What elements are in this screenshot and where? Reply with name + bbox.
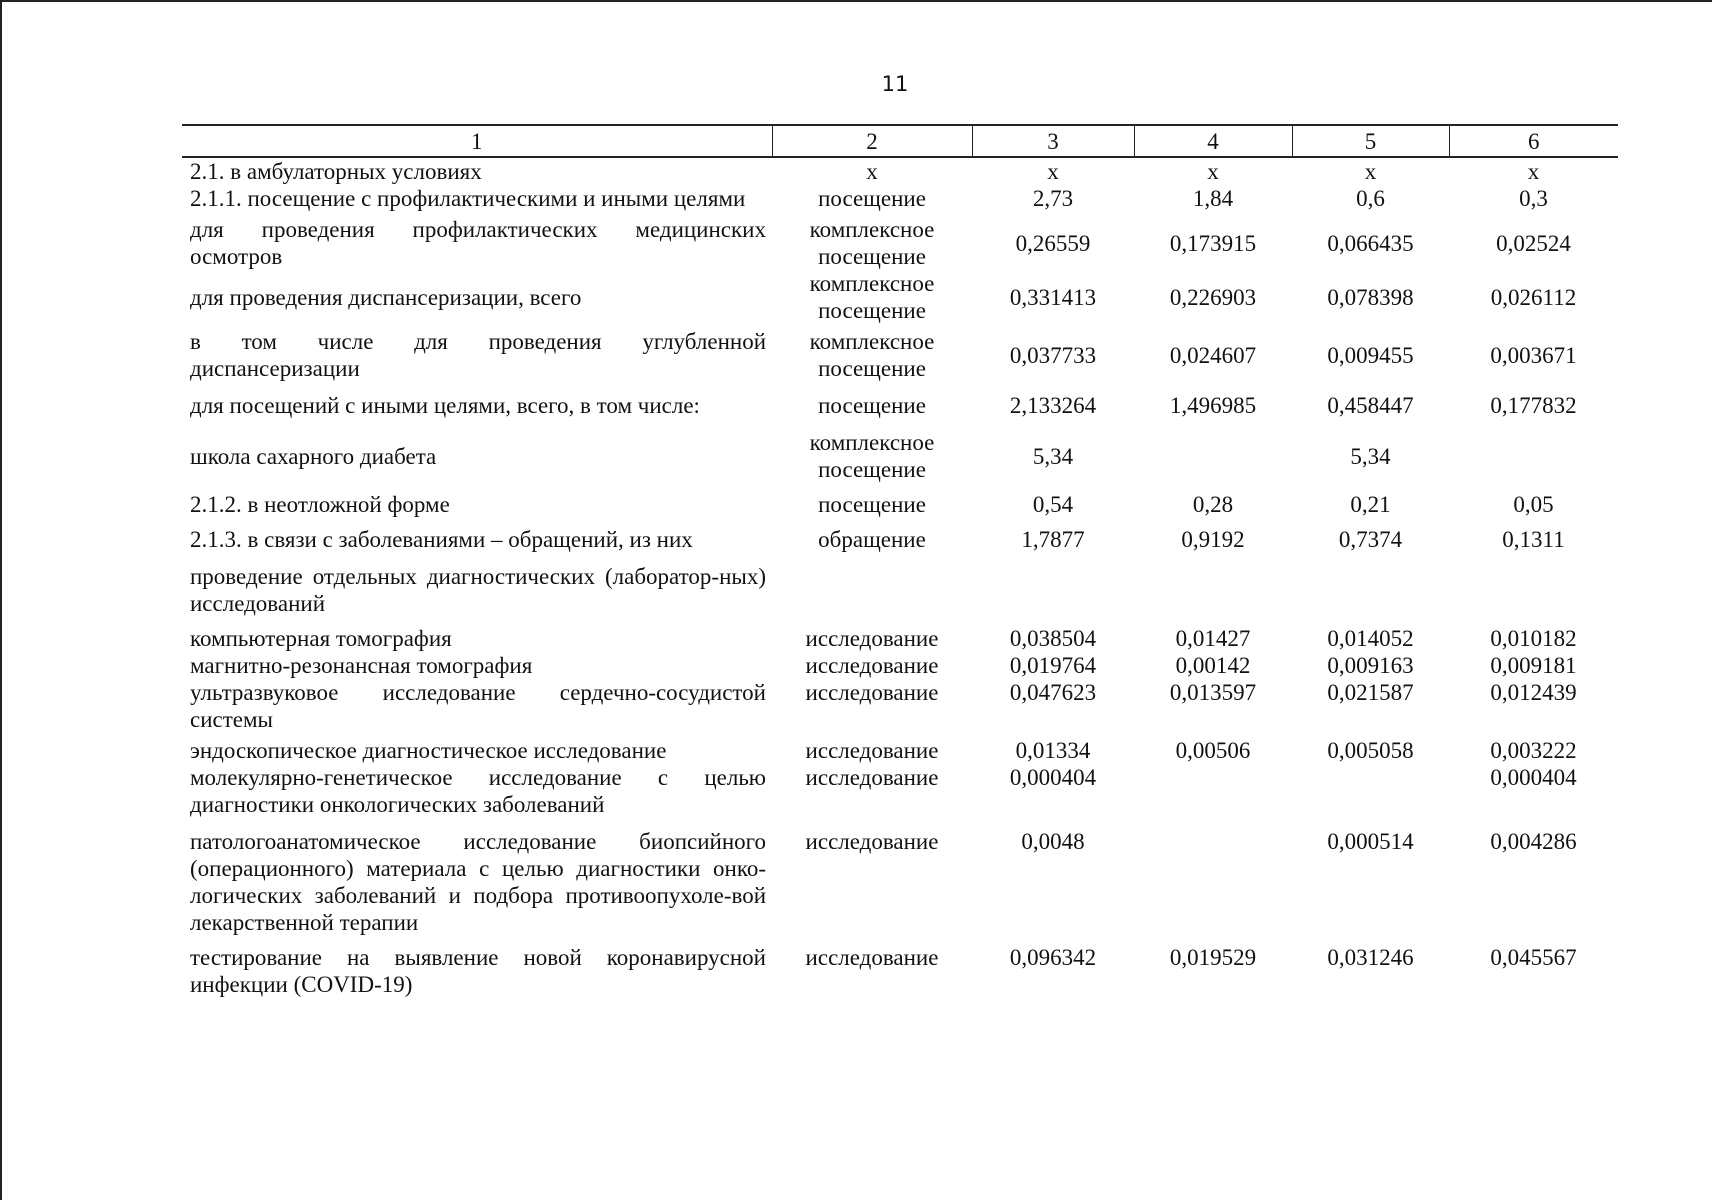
row-value-col6: 0,177832: [1490, 393, 1577, 418]
row-value-col4: 0,01427: [1175, 626, 1251, 651]
row-value-col6: х: [1527, 159, 1540, 184]
table-row: [182, 617, 1618, 652]
table-row: [182, 185, 1618, 212]
row-value-col5: [1292, 764, 1449, 818]
row-value-col4: [1134, 553, 1292, 617]
row-value-col6: 0,1311: [1502, 527, 1565, 552]
row-label: тестирование на выявление новой коронавирусной инфекции (COVID-19): [190, 945, 766, 997]
row-value-col6: [1449, 553, 1618, 617]
row-value-col4: х: [1207, 159, 1219, 184]
row-label: 2.1.1. посещение с профилактическими и иными целями: [190, 186, 746, 211]
row-value-col4: 0,00142: [1175, 653, 1251, 678]
row-value-col6: [1449, 419, 1618, 483]
row-value-col3: 5,34: [1032, 443, 1074, 469]
row-value-col6: 0,3: [1519, 186, 1548, 211]
row-value-col6: 0,010182: [1490, 626, 1577, 651]
row-value-col3: 0,047623: [1009, 680, 1097, 705]
row-value-col5: 0,066435: [1327, 230, 1414, 256]
row-label: школа сахарного диабета: [190, 443, 437, 469]
table-row: [182, 212, 1618, 270]
row-value-col6: 0,026112: [1490, 284, 1577, 310]
column-header-3: 3: [972, 125, 1134, 157]
row-value-col6: 0,05: [1513, 492, 1554, 517]
row-value-col3: 0,019764: [1009, 653, 1097, 678]
row-label: проведение отдельных диагностических (лаборатор-ных) исследований: [190, 564, 766, 616]
row-unit: х: [866, 159, 878, 184]
row-label: в том числе для проведения углубленной диспансеризации: [190, 329, 766, 381]
table-row: [182, 270, 1618, 324]
table-row: [182, 936, 1618, 998]
table-row: [182, 764, 1618, 818]
row-value-col4: 0,019529: [1169, 945, 1257, 970]
row-label: эндоскопическое диагностическое исследование: [190, 738, 667, 763]
row-label: молекулярно-генетическое исследование с целью диагностики онкологических заболеваний: [190, 765, 766, 817]
data-table: [182, 124, 1618, 998]
row-value-col5: 0,6: [1356, 186, 1385, 211]
row-value-col4: 0,013597: [1169, 680, 1257, 705]
row-value-col3: х: [1047, 159, 1059, 184]
row-label: компьютерная томография: [190, 626, 452, 651]
column-header-6: 6: [1449, 125, 1618, 157]
row-value-col4: 0,00506: [1175, 738, 1251, 763]
row-unit: посещение: [818, 492, 926, 517]
table-row: [182, 733, 1618, 764]
row-value-col3: 0,096342: [1009, 945, 1097, 970]
row-label: 2.1.2. в неотложной форме: [190, 492, 450, 517]
row-value-col5: 0,009163: [1327, 653, 1414, 678]
row-value-col4: 0,28: [1192, 492, 1234, 517]
row-unit: комплексное посещение: [809, 430, 935, 482]
row-value-col3: 0,000404: [1009, 765, 1097, 790]
row-value-col4: 0,226903: [1169, 284, 1257, 310]
row-value-col4: 0,9192: [1181, 527, 1245, 552]
row-label: для посещений с иными целями, всего, в том числе:: [190, 393, 700, 418]
row-value-col6: 0,003222: [1490, 738, 1577, 763]
row-value-col4: 1,496985: [1169, 393, 1257, 418]
row-value-col6: 0,012439: [1490, 680, 1577, 705]
column-header-4: 4: [1134, 125, 1292, 157]
row-value-col3: 0,54: [1032, 492, 1074, 517]
row-value-col3: 2,73: [1032, 186, 1074, 211]
row-value-col3: 0,037733: [1009, 342, 1097, 368]
row-unit: исследование: [805, 626, 939, 651]
row-unit: [772, 553, 972, 617]
row-value-col5: [1292, 553, 1449, 617]
row-unit: обращение: [818, 527, 926, 552]
column-header-2: 2: [772, 125, 972, 157]
row-value-col5: 0,009455: [1327, 342, 1414, 368]
row-value-col5: 0,078398: [1327, 284, 1414, 310]
row-label: магнитно-резонансная томография: [190, 653, 533, 678]
row-value-col4: [1134, 764, 1292, 818]
row-value-col4: [1134, 419, 1292, 483]
row-value-col4: 1,84: [1192, 186, 1234, 211]
row-value-col6: 0,02524: [1496, 230, 1571, 256]
row-value-col3: 0,331413: [1009, 284, 1097, 310]
row-value-col3: 0,01334: [1015, 738, 1091, 763]
row-unit: исследование: [805, 829, 939, 854]
table-row: [182, 419, 1618, 483]
row-value-col6: 0,009181: [1490, 653, 1577, 678]
row-value-col5: 0,458447: [1327, 393, 1414, 418]
row-value-col4: 0,173915: [1169, 230, 1257, 256]
row-value-col5: 0,014052: [1327, 626, 1414, 651]
column-header-1: 1: [182, 125, 772, 157]
table-row: [182, 483, 1618, 518]
row-unit: комплексное посещение: [809, 271, 935, 323]
row-value-col5: х: [1364, 159, 1377, 184]
table-row: [182, 553, 1618, 617]
table-row: [182, 652, 1618, 679]
table-row: [182, 518, 1618, 553]
row-value-col3: 0,038504: [1009, 626, 1097, 651]
row-value-col6: 0,003671: [1490, 342, 1577, 368]
row-value-col3: 0,26559: [1015, 230, 1091, 256]
row-value-col5: 0,000514: [1327, 829, 1414, 854]
row-value-col6: 0,000404: [1490, 765, 1577, 790]
row-value-col5: 5,34: [1350, 443, 1391, 469]
table-row: [182, 324, 1618, 382]
row-unit: исследование: [805, 738, 939, 763]
row-unit: комплексное посещение: [809, 329, 935, 381]
row-value-col6: 0,004286: [1490, 829, 1577, 854]
row-label: 2.1.3. в связи с заболеваниями – обращений, из них: [190, 527, 693, 552]
table-row: [182, 157, 1618, 185]
table-header-row: [182, 125, 1618, 157]
row-value-col3: 0,0048: [1021, 829, 1085, 854]
page-number: 11: [881, 72, 909, 96]
row-label: для проведения профилактических медицинских осмотров: [190, 217, 766, 269]
row-unit: посещение: [818, 393, 926, 418]
row-value-col3: [972, 553, 1134, 617]
column-header-5: 5: [1292, 125, 1449, 157]
row-value-col5: 0,005058: [1327, 738, 1414, 763]
row-value-col5: 0,021587: [1327, 680, 1414, 705]
row-label: ультразвуковое исследование сердечно-сосудистой системы: [190, 680, 766, 732]
row-value-col4: [1134, 818, 1292, 936]
row-value-col5: 0,031246: [1327, 945, 1414, 970]
row-unit: исследование: [805, 945, 939, 970]
row-label: патологоанатомическое исследование биопсийного (операционного) материала с целью диагностики онко-логических заболеваний и подбора противоопухоле-вой лекарственной терапии: [190, 829, 766, 935]
row-unit: комплексное посещение: [809, 217, 935, 269]
row-unit: исследование: [805, 680, 939, 705]
table-row: [182, 818, 1618, 936]
row-unit: исследование: [805, 765, 939, 790]
row-value-col5: 0,21: [1350, 492, 1391, 517]
row-label: для проведения диспансеризации, всего: [190, 284, 582, 310]
row-value-col3: 2,133264: [1009, 393, 1097, 418]
row-unit: посещение: [818, 186, 926, 211]
table-row: [182, 679, 1618, 733]
row-value-col3: 1,7877: [1021, 527, 1085, 552]
row-unit: исследование: [805, 653, 939, 678]
row-value-col6: 0,045567: [1490, 945, 1577, 970]
row-label: 2.1. в амбулаторных условиях: [190, 159, 482, 184]
row-value-col4: 0,024607: [1169, 342, 1257, 368]
table-row: [182, 382, 1618, 419]
row-value-col5: 0,7374: [1338, 527, 1403, 552]
